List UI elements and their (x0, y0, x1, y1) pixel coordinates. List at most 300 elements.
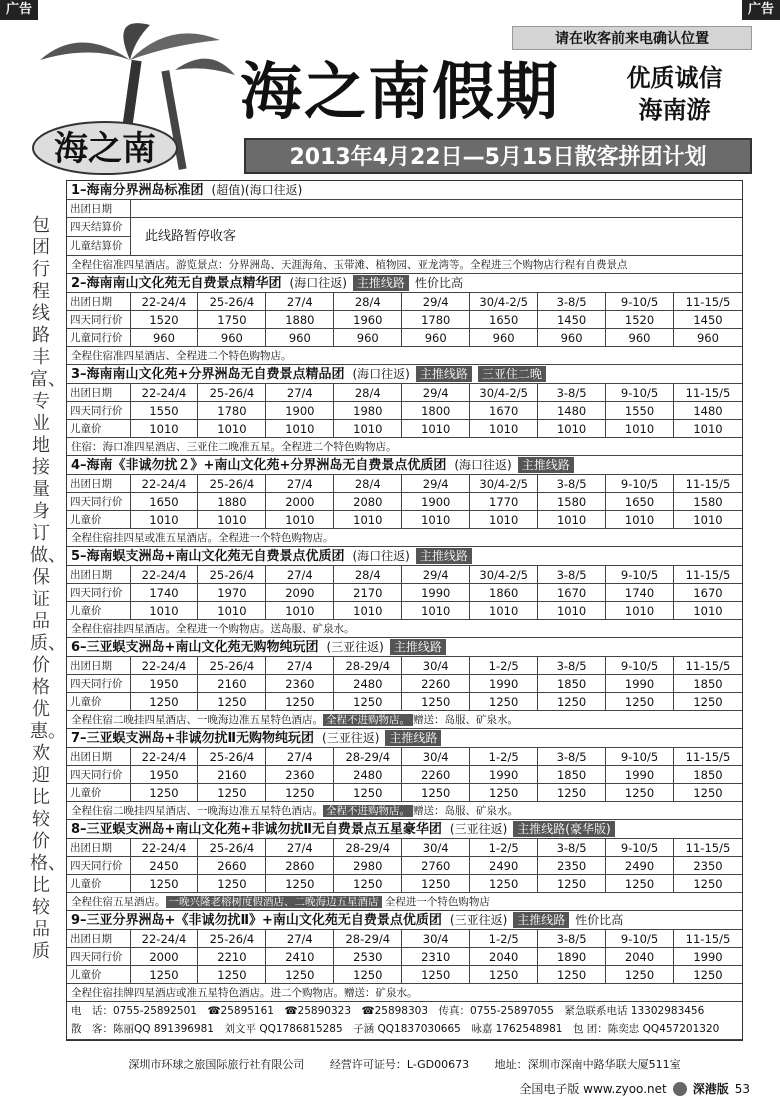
table-cell: 1250 (693, 786, 723, 800)
row-label: 儿童价 (67, 693, 131, 710)
table-cell: 27/4 (266, 657, 334, 674)
table-cell: 1010 (334, 511, 402, 528)
table-cell: 28/4 (334, 293, 402, 310)
row-label: 儿童价 (67, 602, 131, 619)
row-label: 四天结算价 (67, 218, 130, 237)
table-cell: 1250 (693, 695, 723, 709)
table-cell: 960 (470, 329, 538, 346)
table-cell: 1010 (402, 602, 470, 619)
company-name: 深圳市环球之旅国际旅行社有限公司 (128, 1058, 305, 1071)
table-cell: 960 (198, 329, 266, 346)
table-cell: 30/4 (402, 748, 470, 765)
tour-title-text: 9–三亚分界洲岛+《非诚勿扰Ⅱ》+南山文化苑无自费景点优质团 (71, 913, 442, 928)
table-cell: 1010 (198, 420, 266, 437)
company-address: 地址：深圳市深南中路华联大厦511室 (494, 1058, 681, 1071)
table-cell: 1010 (606, 602, 674, 619)
table-row (67, 657, 742, 675)
note-text: 全程进一个特色购物店 (384, 896, 490, 908)
table-cell: 30/4 (402, 839, 470, 856)
table-cell: 1250 (131, 875, 199, 892)
tour-title-text: 4–海南《非诚勿扰２》+南山文化苑+分界洲岛无自费景点优质团 (71, 458, 447, 473)
row-label: 四天同行价 (67, 948, 131, 965)
table-cell: 2760 (402, 857, 470, 874)
table-cell: 1580 (538, 493, 606, 510)
table-cell: 3-8/5 (538, 384, 606, 401)
table-cell: 27/4 (266, 839, 334, 856)
table-cell: 11-15/5 (685, 659, 731, 673)
table-cell: 1990 (470, 675, 538, 692)
note-highlight: 全程不进购物店。 (323, 714, 413, 726)
table-cell: 2360 (266, 675, 334, 692)
recommend-badge: 主推线路(豪华版) (513, 821, 614, 837)
table-row (67, 766, 742, 784)
tour-9-title (67, 911, 742, 930)
table-cell: 3-8/5 (538, 566, 606, 583)
row-label: 儿童价 (67, 875, 131, 892)
table-cell: 28-29/4 (334, 930, 402, 947)
table-cell: 22-24/4 (131, 566, 199, 583)
table-cell: 1-2/5 (470, 930, 538, 947)
tour-8-note (67, 893, 742, 911)
table-cell: 28-29/4 (334, 657, 402, 674)
tour-tag: (超值)(海口往返) (211, 183, 303, 197)
palm-logo-icon (20, 20, 240, 180)
table-row (67, 475, 742, 493)
notice-box: 请在收客前来电确认位置 (512, 26, 752, 50)
table-cell: 1550 (606, 402, 674, 419)
table-cell: 2170 (334, 584, 402, 601)
table-row (67, 966, 742, 984)
table-cell: 1850 (693, 768, 723, 782)
table-cell: 1480 (538, 402, 606, 419)
table-cell: 3-8/5 (538, 930, 606, 947)
table-cell: 1010 (266, 420, 334, 437)
tour-6-title (67, 638, 742, 657)
table-cell: 1250 (266, 875, 334, 892)
note-text: 全程住宿五星酒店。 (71, 896, 166, 908)
tour-8-title (67, 820, 742, 839)
table-cell: 1-2/5 (470, 748, 538, 765)
table-row (67, 784, 742, 802)
recommend-badge: 主推线路 (416, 366, 472, 382)
table-cell: 1850 (538, 675, 606, 692)
table-cell: 1010 (538, 602, 606, 619)
table-cell: 25-26/4 (198, 657, 266, 674)
table-cell: 1250 (470, 784, 538, 801)
table-cell: 2480 (334, 766, 402, 783)
table-cell: 1010 (131, 511, 199, 528)
table-cell: 3-8/5 (538, 748, 606, 765)
table-cell: 30/4 (402, 657, 470, 674)
table-cell: 960 (606, 329, 674, 346)
table-cell: 1250 (606, 875, 674, 892)
table-cell: 3-8/5 (538, 657, 606, 674)
table-cell: 25-26/4 (198, 839, 266, 856)
tour-4-note: 全程住宿挂四星或准五星酒店。全程进一个特色购物店。 (67, 529, 742, 547)
table-cell: 1010 (334, 602, 402, 619)
table-cell: 1250 (131, 693, 199, 710)
table-cell: 11-15/5 (685, 477, 731, 491)
table-cell: 2260 (402, 675, 470, 692)
table-cell: 25-26/4 (198, 748, 266, 765)
table-cell: 30/4-2/5 (470, 566, 538, 583)
table-cell: 11-15/5 (685, 841, 731, 855)
table-cell: 1250 (606, 693, 674, 710)
table-cell: 1250 (606, 784, 674, 801)
row-label: 四天同行价 (67, 675, 131, 692)
ad-label-right: 广告 (742, 0, 780, 20)
table-cell: 9-10/5 (606, 657, 674, 674)
row-label: 出团日期 (67, 566, 131, 583)
tour-1-note: 全程住宿准四星酒店。游览景点：分界洲岛、天涯海角、玉带滩、植物园、亚龙湾等。全程进三个购物店行程有自费景点 (67, 256, 742, 274)
table-cell: 1670 (470, 402, 538, 419)
table-row (67, 420, 742, 438)
table-cell: 1010 (538, 511, 606, 528)
slogan (612, 62, 737, 126)
table-cell: 22-24/4 (131, 839, 199, 856)
table-cell: 1250 (131, 966, 199, 983)
table-cell: 2860 (266, 857, 334, 874)
table-cell: 1010 (470, 420, 538, 437)
table-cell: 2210 (198, 948, 266, 965)
tour-7-note (67, 802, 742, 820)
tour-4-title (67, 456, 742, 475)
table-cell: 1950 (131, 675, 199, 692)
tour-6-note (67, 711, 742, 729)
table-cell: 960 (266, 329, 334, 346)
table-cell: 2040 (606, 948, 674, 965)
table-cell: 1250 (402, 966, 470, 983)
table-cell: 1960 (334, 311, 402, 328)
table-cell: 27/4 (266, 384, 334, 401)
tour-tag: (海口往返) (454, 458, 512, 472)
table-row (67, 948, 742, 966)
table-cell: 11-15/5 (685, 750, 731, 764)
table-cell: 1010 (538, 420, 606, 437)
contact-phone-line: 电 话：0755-25892501 ☎25895161 ☎25890323 ☎25898303 传真：0755-25897055 紧急联系电话 13302983456 (71, 1005, 705, 1017)
tour-1-date-row (67, 200, 742, 218)
row-label: 儿童价 (67, 511, 131, 528)
table-cell: 1650 (606, 493, 674, 510)
table-cell: 2410 (266, 948, 334, 965)
table-cell: 1250 (334, 875, 402, 892)
row-label: 四天同行价 (67, 857, 131, 874)
table-cell: 1010 (693, 422, 723, 436)
table-cell: 2490 (606, 857, 674, 874)
table-cell: 1880 (198, 493, 266, 510)
table-cell: 1250 (693, 877, 723, 891)
table-row (67, 511, 742, 529)
table-cell: 30/4-2/5 (470, 384, 538, 401)
company-footer (66, 1057, 743, 1073)
tour-tag: (海口往返) (289, 276, 347, 290)
table-cell: 28/4 (334, 475, 402, 492)
table-row (67, 329, 742, 347)
table-cell: 27/4 (266, 566, 334, 583)
table-cell: 11-15/5 (685, 386, 731, 400)
extra-tag: 性价比高 (575, 913, 624, 927)
row-label: 出团日期 (67, 657, 131, 674)
table-cell: 1250 (131, 784, 199, 801)
table-cell: 25-26/4 (198, 384, 266, 401)
table-cell: 29/4 (402, 566, 470, 583)
row-label: 四天同行价 (67, 584, 131, 601)
row-label: 出团日期 (67, 200, 131, 217)
table-cell: 1250 (402, 875, 470, 892)
table-cell: 1250 (470, 875, 538, 892)
row-label: 四天同行价 (67, 402, 131, 419)
table-cell: 1990 (606, 675, 674, 692)
table-cell: 2350 (693, 859, 723, 873)
tour-9-note: 全程住宿挂牌四星酒店或准五星特色酒店。进二个购物店。赠送：矿泉水。 (67, 984, 742, 1002)
table-cell: 2530 (334, 948, 402, 965)
tour-3-title (67, 365, 742, 384)
row-label: 出团日期 (67, 293, 131, 310)
table-cell: 1250 (198, 966, 266, 983)
table-cell: 25-26/4 (198, 293, 266, 310)
table-cell: 1450 (693, 313, 723, 327)
table-cell: 1010 (606, 420, 674, 437)
table-cell: 2660 (198, 857, 266, 874)
table-cell: 22-24/4 (131, 748, 199, 765)
tour-2-note: 全程住宿准四星酒店、全程进二个特色购物店。 (67, 347, 742, 365)
table-cell: 1250 (334, 784, 402, 801)
note-text: 赠送：岛服、矿泉水。 (413, 714, 518, 726)
table-cell: 1670 (693, 586, 723, 600)
table-cell: 1850 (538, 766, 606, 783)
table-cell: 960 (696, 331, 719, 345)
table-cell: 1880 (266, 311, 334, 328)
table-row (67, 493, 742, 511)
table-cell: 2160 (198, 675, 266, 692)
table-cell: 29/4 (402, 293, 470, 310)
table-cell: 1900 (402, 493, 470, 510)
table-cell: 960 (402, 329, 470, 346)
tour-title-text: 7–三亚蜈支洲岛+非诚勿扰Ⅱ无购物纯玩团 (71, 731, 315, 746)
table-row (67, 839, 742, 857)
recommend-badge: 主推线路 (518, 457, 574, 473)
table-cell: 25-26/4 (198, 930, 266, 947)
table-cell: 1990 (693, 950, 723, 964)
extra-tag: 性价比高 (414, 276, 463, 290)
tour-tag: (三亚往返) (322, 731, 380, 745)
table-cell: 1250 (266, 966, 334, 983)
table-cell: 1650 (470, 311, 538, 328)
table-cell: 28-29/4 (334, 748, 402, 765)
table-cell: 1010 (131, 602, 199, 619)
hotel-badge: 三亚住二晚 (478, 366, 546, 382)
contact-info (67, 1002, 742, 1040)
table-cell: 11-15/5 (685, 568, 731, 582)
tour-table (66, 180, 743, 1041)
table-cell: 1480 (693, 404, 723, 418)
row-label: 出团日期 (67, 748, 131, 765)
table-cell: 1250 (334, 693, 402, 710)
table-cell: 1520 (131, 311, 199, 328)
table-cell: 25-26/4 (198, 566, 266, 583)
table-cell: 1010 (334, 420, 402, 437)
tour-2-title (67, 274, 742, 293)
row-label: 四天同行价 (67, 311, 131, 328)
tour-tag: (三亚往返) (449, 913, 508, 927)
table-cell: 27/4 (266, 475, 334, 492)
table-cell: 1740 (606, 584, 674, 601)
note-highlight: 全程不进购物店。 (323, 805, 413, 817)
table-cell: 1860 (470, 584, 538, 601)
table-cell: 1850 (693, 677, 723, 691)
table-row (67, 566, 742, 584)
table-cell: 1250 (538, 966, 606, 983)
tour-tag: (三亚往返) (326, 640, 384, 654)
note-text: 全程住宿二晚挂四星酒店、一晚海边准五星特色酒店。 (71, 805, 323, 817)
table-cell: 1990 (606, 766, 674, 783)
table-cell: 960 (334, 329, 402, 346)
row-label: 儿童结算价 (70, 240, 123, 252)
table-cell: 1780 (402, 311, 470, 328)
table-cell: 2080 (334, 493, 402, 510)
edition-label: 全国电子版 www.zyoo.net (519, 1082, 667, 1096)
table-cell: 1650 (131, 493, 199, 510)
table-cell: 1-2/5 (470, 657, 538, 674)
recommend-badge: 主推线路 (385, 730, 441, 746)
table-cell: 11-15/5 (685, 932, 731, 946)
tour-1-suspended (67, 218, 742, 256)
table-cell: 30/4-2/5 (470, 293, 538, 310)
note-text: 赠送：岛服、矿泉水。 (413, 805, 518, 817)
tour-tag: (海口往返) (352, 367, 410, 381)
table-cell: 28/4 (334, 384, 402, 401)
table-cell: 22-24/4 (131, 384, 199, 401)
table-cell: 22-24/4 (131, 475, 199, 492)
tour-title-text: 3–海南南山文化苑+分界洲岛无自费景点精品团 (71, 367, 345, 382)
recommend-badge: 主推线路 (390, 639, 446, 655)
tour-title-text: 8–三亚蜈支洲岛+南山文化苑+非诚勿扰Ⅱ无自费景点五星豪华团 (71, 822, 442, 837)
note-text: 全程住宿二晚挂四星酒店、一晚海边准五星特色酒店。 (71, 714, 323, 726)
tour-title-text: 2–海南南山文化苑无自费景点精华团 (71, 276, 282, 291)
table-cell: 1010 (693, 604, 723, 618)
table-cell: 1900 (266, 402, 334, 419)
region-label: 深港版 (692, 1082, 729, 1096)
table-cell: 2350 (538, 857, 606, 874)
table-cell: 1250 (538, 693, 606, 710)
table-cell: 22-24/4 (131, 293, 199, 310)
table-cell: 9-10/5 (606, 748, 674, 765)
row-label: 出团日期 (67, 384, 131, 401)
table-cell: 1250 (402, 784, 470, 801)
tour-3-note: 住宿：海口准四星酒店、三亚住二晚准五星。全程进二个特色购物店。 (67, 438, 742, 456)
table-cell: 1770 (470, 493, 538, 510)
row-label: 出团日期 (67, 930, 131, 947)
table-cell: 1010 (470, 511, 538, 528)
table-cell: 28/4 (334, 566, 402, 583)
table-cell: 1890 (538, 948, 606, 965)
table-cell: 1010 (198, 602, 266, 619)
schedule-banner: 2013年4月22日—5月15日散客拼团计划 (244, 138, 752, 174)
table-cell: 9-10/5 (606, 293, 674, 310)
logo-text: 海之南 (54, 129, 156, 169)
table-cell: 1250 (693, 968, 723, 982)
table-cell: 30/4-2/5 (470, 475, 538, 492)
table-cell: 1990 (402, 584, 470, 601)
tour-tag: (三亚往返) (449, 822, 508, 836)
table-cell: 9-10/5 (606, 930, 674, 947)
table-cell: 22-24/4 (131, 657, 199, 674)
table-cell: 1800 (402, 402, 470, 419)
table-cell: 29/4 (402, 475, 470, 492)
page-number: 53 (734, 1082, 750, 1096)
table-cell: 2000 (131, 948, 199, 965)
tour-title-text: 5–海南蜈支洲岛+南山文化苑无自费景点优质团 (71, 549, 345, 564)
row-label: 儿童同行价 (67, 329, 131, 346)
table-cell: 1250 (538, 784, 606, 801)
table-cell: 1250 (198, 875, 266, 892)
tour-5-note: 全程住宿挂四星酒店。全程进一个购物店。送岛服、矿泉水。 (67, 620, 742, 638)
table-cell: 3-8/5 (538, 475, 606, 492)
table-row (67, 602, 742, 620)
table-cell: 2360 (266, 766, 334, 783)
row-label: 儿童价 (67, 966, 131, 983)
table-cell: 1010 (693, 513, 723, 527)
table-row (67, 311, 742, 329)
tour-7-title (67, 729, 742, 748)
table-row (67, 584, 742, 602)
table-cell: 1010 (131, 420, 199, 437)
table-cell: 11-15/5 (685, 295, 731, 309)
table-cell: 1010 (198, 511, 266, 528)
table-cell: 25-26/4 (198, 475, 266, 492)
table-row (67, 748, 742, 766)
table-cell: 1980 (334, 402, 402, 419)
recommend-badge: 主推线路 (416, 548, 472, 564)
row-label: 出团日期 (67, 839, 131, 856)
table-cell: 9-10/5 (606, 839, 674, 856)
brand-title: 海之南假期 (240, 55, 561, 128)
row-label: 四天同行价 (67, 766, 131, 783)
table-cell: 29/4 (402, 384, 470, 401)
table-cell: 22-24/4 (131, 930, 199, 947)
table-cell: 1750 (198, 311, 266, 328)
table-cell: 1010 (470, 602, 538, 619)
slogan-line-1: 优质诚信 (626, 64, 723, 92)
table-cell: 1580 (693, 495, 723, 509)
table-row (67, 875, 742, 893)
table-cell: 9-10/5 (606, 384, 674, 401)
table-cell: 27/4 (266, 930, 334, 947)
slogan-line-2: 海南游 (638, 96, 711, 124)
table-cell: 1250 (538, 875, 606, 892)
table-cell: 1250 (470, 966, 538, 983)
table-cell: 1740 (131, 584, 199, 601)
table-cell: 27/4 (266, 748, 334, 765)
license-number: 经营许可证号：L-GD00673 (329, 1058, 470, 1071)
table-cell: 2260 (402, 766, 470, 783)
table-cell: 1450 (538, 311, 606, 328)
table-cell: 1550 (131, 402, 199, 419)
row-label: 儿童价 (67, 420, 131, 437)
row-label: 四天同行价 (67, 493, 131, 510)
table-cell: 3-8/5 (538, 293, 606, 310)
table-cell: 1990 (470, 766, 538, 783)
table-cell: 1010 (606, 511, 674, 528)
table-cell: 1780 (198, 402, 266, 419)
tour-5-title (67, 547, 742, 566)
table-row (67, 402, 742, 420)
table-cell: 1250 (470, 693, 538, 710)
table-cell: 9-10/5 (606, 475, 674, 492)
table-cell: 960 (131, 329, 199, 346)
table-row (67, 930, 742, 948)
table-row (67, 293, 742, 311)
